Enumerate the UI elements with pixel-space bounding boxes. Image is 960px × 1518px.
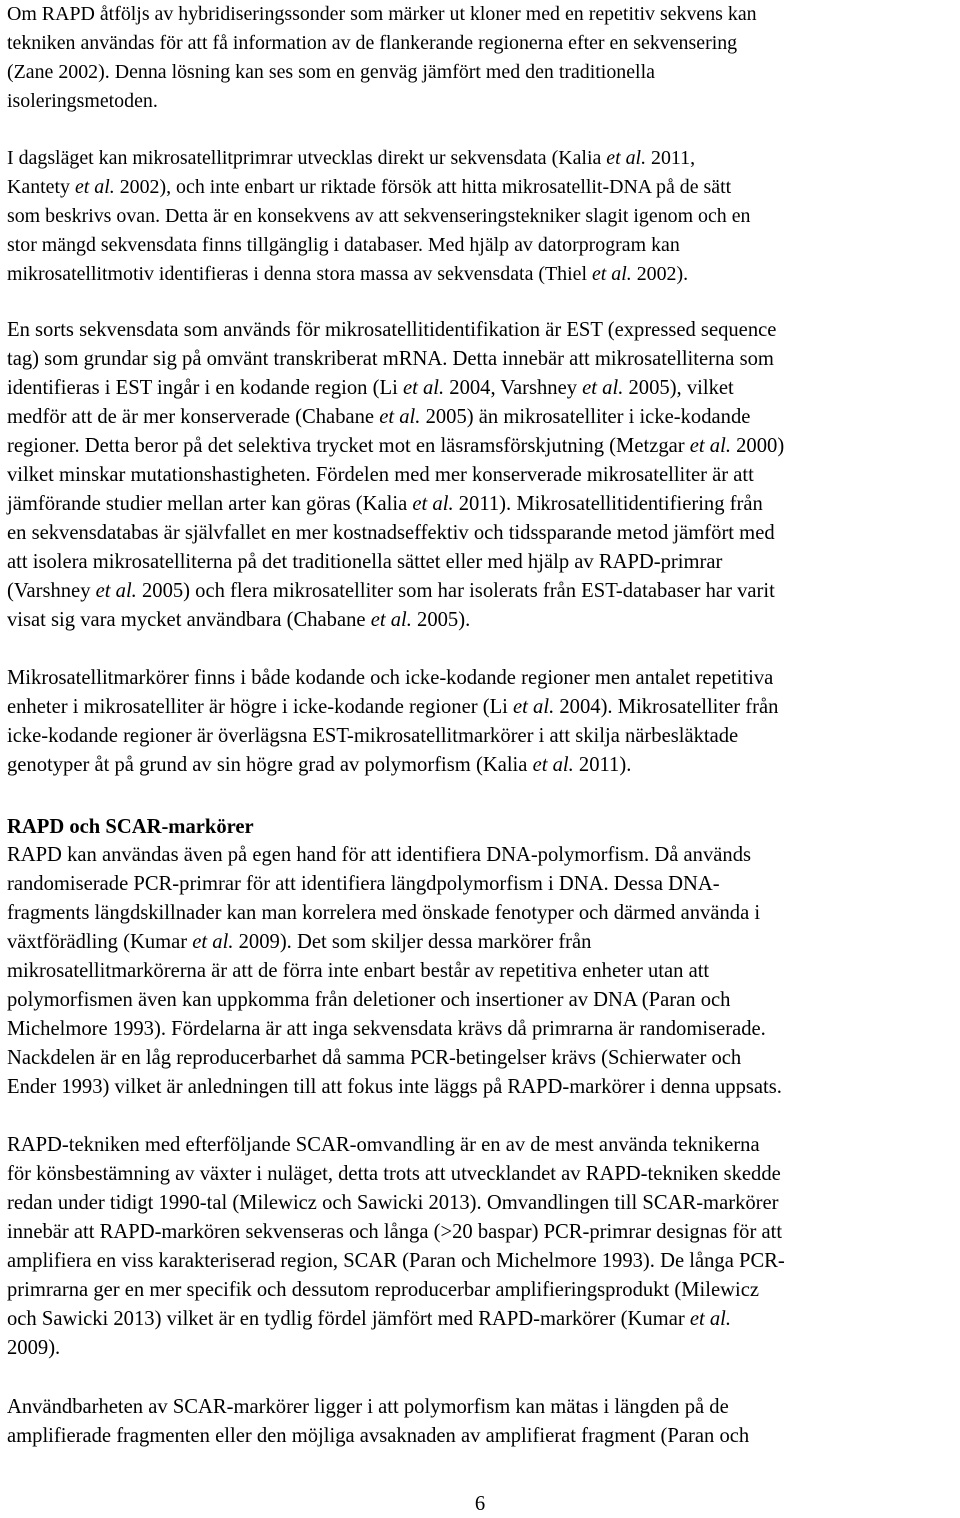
text-line: (Zane 2002). Denna lösning kan ses som en genväg jämfört med den traditionella bbox=[7, 61, 655, 83]
text-line: randomiserade PCR-primrar för att identifiera längdpolymorfism i DNA. Dessa DNA- bbox=[7, 873, 720, 895]
text-line: primrarna ger en mer specifik och dessutom reproducerbar amplifieringsprodukt (Milewicz bbox=[7, 1279, 759, 1301]
text-line: Ender 1993) vilket är anledningen till att fokus inte läggs på RAPD-markörer i denna uppsats. bbox=[7, 1076, 782, 1098]
text-line: medför att de är mer konserverade (Chabane et al. 2005) än mikrosatelliter i icke-kodande bbox=[7, 406, 751, 428]
text-line: RAPD kan användas även på egen hand för att identifiera DNA-polymorfism. Då används bbox=[7, 844, 752, 866]
section-heading: RAPD och SCAR-markörer bbox=[7, 816, 254, 838]
text-line: Mikrosatellitmarkörer finns i både kodande och icke-kodande regioner men antalet repetitiva bbox=[7, 667, 774, 689]
text-line: tag) som grundar sig på omvänt transkriberat mRNA. Detta innebär att mikrosatelliterna som bbox=[7, 348, 774, 370]
text-line: mikrosatellitmotiv identifieras i denna stora massa av sekvensdata (Thiel et al. 2002). bbox=[7, 263, 689, 285]
text-line: stor mängd sekvensdata finns tillgänglig i databaser. Med hjälp av datorprogram kan bbox=[7, 234, 680, 256]
text-line: växtförädling (Kumar et al. 2009). Det som skiljer dessa markörer från bbox=[7, 931, 592, 953]
text-line: RAPD-tekniken med efterföljande SCAR-omvandling är en av de mest använda teknikerna bbox=[7, 1134, 760, 1156]
text-line: en sekvensdatabas är självfallet en mer kostnadseffektiv och tidssparande metod jämfört med bbox=[7, 522, 775, 544]
text-line: Michelmore 1993). Fördelarna är att inga sekvensdata krävs då primrarna är randomiserade. bbox=[7, 1018, 766, 1040]
text-line: enheter i mikrosatelliter är högre i icke-kodande regioner (Li et al. 2004). Mikrosatelliter från bbox=[7, 696, 779, 718]
text-line: Kantety et al. 2002), och inte enbart ur riktade försök att hitta mikrosatellit-DNA på de sätt bbox=[7, 176, 732, 198]
text-line: I dagsläget kan mikrosatellitprimrar utvecklas direkt ur sekvensdata (Kalia et al. 2011, bbox=[7, 147, 696, 169]
text-line: visat sig vara mycket användbara (Chabane et al. 2005). bbox=[7, 609, 471, 631]
text-line: fragments längdskillnader kan man korrelera med önskade fenotyper och därmed använda i bbox=[7, 902, 761, 924]
text-line: regioner. Detta beror på det selektiva trycket mot en läsramsförskjutning (Metzgar et al. 2000) bbox=[7, 435, 785, 457]
text-line: för könsbestämning av växter i nuläget, detta trots att utvecklandet av RAPD-tekniken skedde bbox=[7, 1163, 781, 1185]
text-line: (Varshney et al. 2005) och flera mikrosatelliter som har isolerats från EST-databaser har varit bbox=[7, 580, 775, 602]
text-line: innebär att RAPD-markören sekvenseras och långa (>20 baspar) PCR-primrar designas för att bbox=[7, 1221, 783, 1243]
text-line: isoleringsmetoden. bbox=[7, 90, 158, 112]
page-number: 6 bbox=[474, 1493, 486, 1515]
text-line: och Sawicki 2013) vilket är en tydlig fördel jämfört med RAPD-markörer (Kumar et al. bbox=[7, 1308, 732, 1330]
text-line: att isolera mikrosatelliterna på det traditionella sättet eller med hjälp av RAPD-primrar bbox=[7, 551, 723, 573]
text-line: amplifiera en viss karakteriserad region, SCAR (Paran och Michelmore 1993). De långa PCR- bbox=[7, 1250, 785, 1272]
text-line: Om RAPD åtföljs av hybridiseringssonder som märker ut kloner med en repetitiv sekvens kan bbox=[7, 3, 757, 25]
text-line: tekniken användas för att få information av de flankerande regionerna efter en sekvensering bbox=[7, 32, 738, 54]
text-line: icke-kodande regioner är överlägsna EST-mikrosatellitmarkörer i att skilja närbesläktade bbox=[7, 725, 739, 747]
text-line: genotyper åt på grund av sin högre grad av polymorfism (Kalia et al. 2011). bbox=[7, 754, 632, 776]
text-line: vilket minskar mutationshastigheten. Fördelen med mer konserverade mikrosatelliter är att bbox=[7, 464, 754, 486]
text-line: amplifierade fragmenten eller den möjliga avsaknaden av amplifierat fragment (Paran och bbox=[7, 1425, 750, 1447]
text-line: Användbarheten av SCAR-markörer ligger i att polymorfism kan mätas i längden på de bbox=[7, 1396, 729, 1418]
text-line: redan under tidigt 1990-tal (Milewicz och Sawicki 2013). Omvandlingen till SCAR-markörer bbox=[7, 1192, 779, 1214]
text-line: polymorfismen även kan uppkomma från deletioner och insertioner av DNA (Paran och bbox=[7, 989, 731, 1011]
text-line: mikrosatellitmarkörerna är att de förra inte enbart består av repetitiva enheter utan att bbox=[7, 960, 710, 982]
text-line: En sorts sekvensdata som används för mikrosatellitidentifikation är EST (expressed sequence bbox=[7, 319, 777, 341]
text-line: som beskrivs ovan. Detta är en konsekvens av att sekvenseringstekniker slagit igenom och en bbox=[7, 205, 751, 227]
text-line: Nackdelen är en låg reproducerbarhet då samma PCR-betingelser krävs (Schierwater och bbox=[7, 1047, 742, 1069]
text-line: 2009). bbox=[7, 1337, 61, 1359]
text-line: identifieras i EST ingår i en kodande region (Li et al. 2004, Varshney et al. 2005), vilket bbox=[7, 377, 734, 399]
text-line: jämförande studier mellan arter kan göras (Kalia et al. 2011). Mikrosatellitidentifiering från bbox=[7, 493, 763, 515]
